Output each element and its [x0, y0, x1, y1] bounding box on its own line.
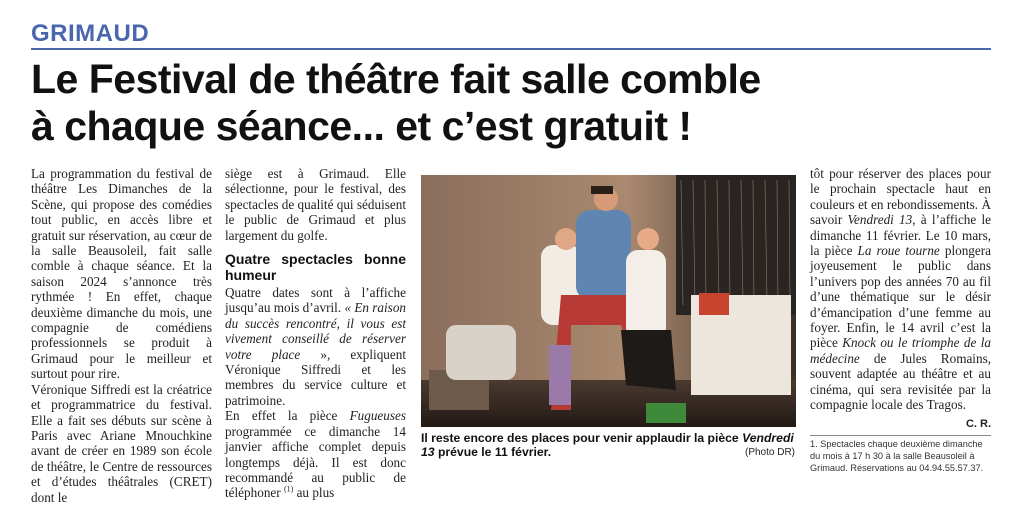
play-title: Fugueuses — [349, 408, 406, 424]
article-column-1 — [31, 166, 212, 505]
author-signature: C. R. — [965, 417, 991, 430]
paragraph-founder: Véronique Siffredi est la créatrice et programmatrice du festival. Elle a fait ses débuts sur scène à Paris avec Ariane Mnouchkine avant de créer en 1989 son école de théâtre, le Centre de ressources et d’études théâtrales (CRET) dont le — [31, 381, 212, 505]
play-title-vendredi: Vendredi 13 — [847, 212, 913, 228]
article-photo — [421, 175, 796, 427]
footnote-rule — [810, 435, 991, 436]
play-title-roue: La roue tourne — [857, 243, 940, 259]
quote: « En raison du succès rencontré, il vous est vivement conseillé de réserver votre place — [225, 300, 407, 362]
photo-credit: (Photo DR) — [745, 447, 796, 458]
play-title-knock: Knock ou le triomphe de la médecine — [810, 335, 991, 366]
caption-play-title: Vendredi 13 — [421, 431, 794, 459]
headline-line-1: Le Festival de théâtre fait salle comble — [31, 56, 761, 102]
paragraph-intro: La programmation du festival de théâtre Les Dimanches de la Scène, qui propose des comédies tout public, en accès libre et gratuit sur réservation, au cœur de la salle Beausoleil, fait salle comble à chaque séance. Et la saison 2024 s’annonce très rythmée ! En effet, chaque deuxième dimanche du mois, une compagnie de comédiens professionnels se produit à Grimaud pour le meilleur et surtout pour rire. — [31, 166, 212, 382]
section-rule — [31, 48, 991, 50]
paragraph-dates: Quatre dates sont à l’affiche jusqu’au mois d’avril. « En raison du succès rencontré, il vous est vivement conseillé de réserver votre place », expliquent Véronique Siffredi et les membres du service culture et patrimoine. — [225, 285, 407, 408]
photo-caption: Il reste encore des places pour venir applaudir la pièce Vendredi 13 prévue le 11 février. — [421, 431, 794, 459]
footnote-ref: (1) — [283, 484, 294, 494]
paragraph-booking: En effet la pièce Fugueuses programmée ce dimanche 14 janvier affiche complet depuis longtemps déjà. Il est donc recommandé au public de téléphoner $^{(1)}$ au plus — [225, 408, 406, 501]
footnote: 1. Spectacles chaque deuxième dimanche du mois à 17 h 30 à la salle Beausoleil à Grimaud. Réservations au 04.94.55.57.37. — [810, 438, 984, 473]
article-column-2 — [225, 166, 406, 501]
subheading: Quatre spectacles bonne humeur — [225, 251, 406, 284]
paragraph-program: tôt pour réserver des places pour le prochain spectacle haut en couleurs et en rebondissements. À savoir Vendredi 13, à l’affiche le dimanche 11 février. Le 10 mars, la pièce La roue tourne plongera joyeusement le public dans l’univers pop des années 70 au fil d’une thématique sur le désir d’émancipation d’une femme au foyer. Enfin, le 14 avril c’est la pièce Knock ou le triomphe de la médecine de Jules Romains, souvent adaptée au théâtre et au cinéma, qui sera revisitée par la compagnie locale des Tragos. — [810, 166, 991, 413]
article-column-4 — [810, 166, 991, 474]
section-label: GRIMAUD — [31, 20, 150, 47]
headline-line-2: à chaque séance... et c’est gratuit ! — [31, 103, 692, 149]
paragraph-selection: siège est à Grimaud. Elle sélectionne, pour le festival, des spectacles de qualité qui séduisent le public de Grimaud et plus largement du golfe. — [225, 166, 406, 243]
article-headline — [31, 56, 991, 150]
